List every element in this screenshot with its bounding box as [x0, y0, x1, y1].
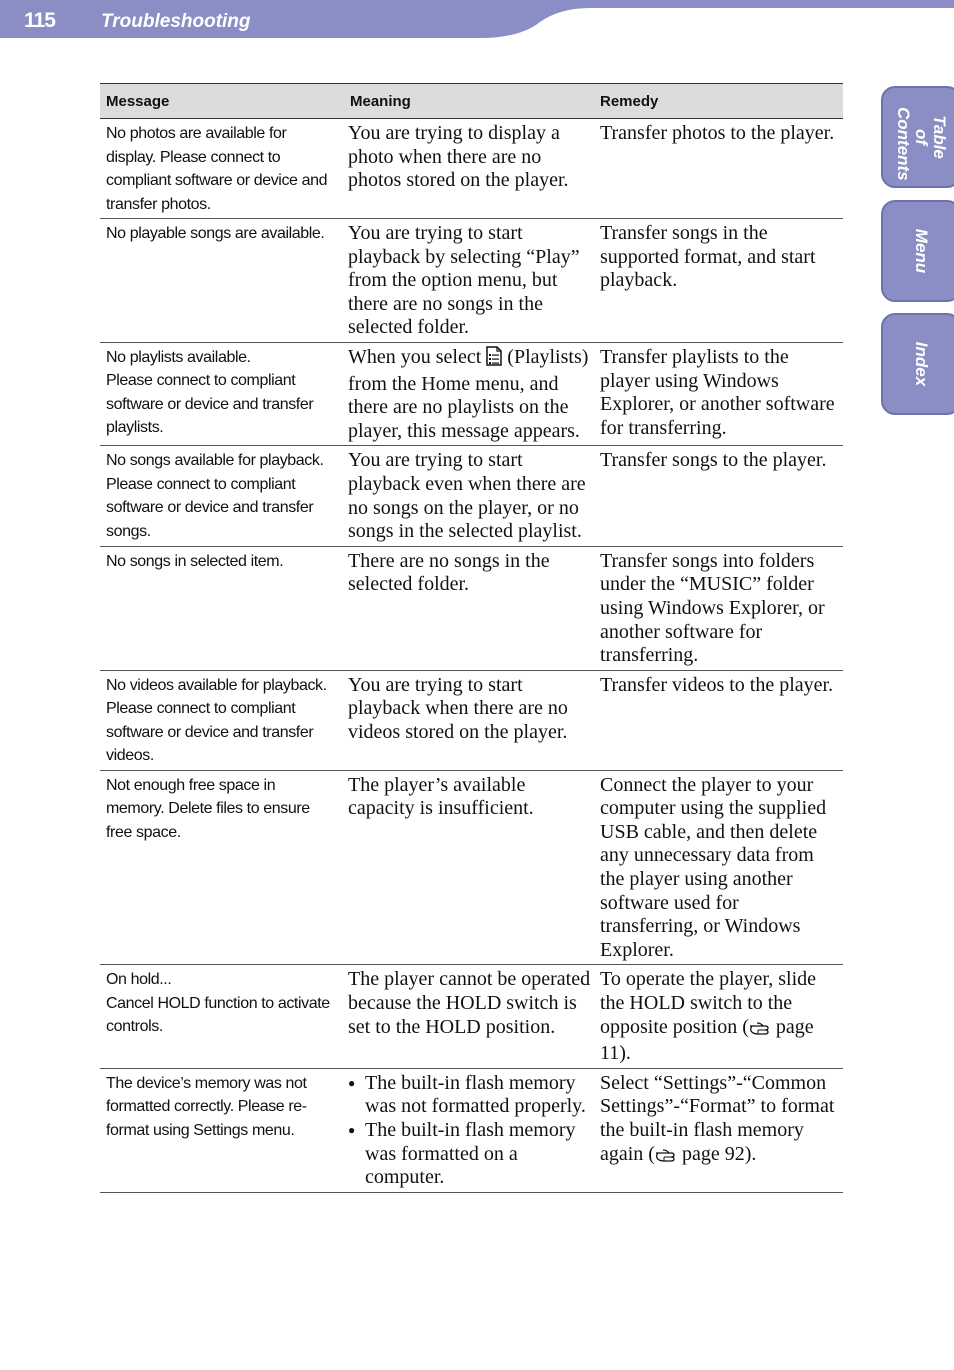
message-cell [100, 965, 344, 1068]
message-line: songs. [106, 522, 151, 540]
message-cell [100, 1068, 344, 1192]
remedy-cell: Transfer songs in the supported format, and start playback. [594, 219, 843, 343]
list-item: ● The built-in flash memory was formatted on a computer. [348, 1119, 592, 1190]
message-line: compliant software or device and [106, 172, 328, 189]
table-row [100, 965, 843, 1068]
message-line: format using Settings menu. [106, 1121, 295, 1139]
meaning-bullet-list [348, 1072, 592, 1190]
message-line: Please connect to compliant [106, 475, 296, 493]
header-message: Message [100, 84, 344, 119]
table-row [100, 119, 843, 219]
meaning-cell: The player cannot be operated because the HOLD switch is set to the HOLD position. [344, 965, 594, 1068]
message-line: memory. Delete files to ensure [106, 800, 310, 818]
message-cell [100, 119, 344, 219]
section-title: Troubleshooting [101, 11, 251, 32]
table-row [100, 1068, 843, 1192]
list-item: ● The built-in flash memory was not formatted properly. [348, 1072, 592, 1119]
meaning-cell: You are trying to display a photo when there are no photos stored on the player. [344, 119, 594, 219]
message-line: No playable songs are available. [106, 225, 325, 242]
table-row [100, 546, 843, 670]
message-line: controls. [106, 1018, 163, 1036]
reference-hand-icon[interactable] [749, 1019, 771, 1043]
remedy-cell [594, 965, 843, 1068]
remedy-cell: Transfer playlists to the player using Windows Explorer, or another software for transferring. [594, 342, 843, 445]
message-line: formatted correctly. Please re- [106, 1098, 307, 1116]
page-number: 115 [24, 9, 55, 32]
message-line: No songs in selected item. [106, 552, 284, 570]
message-line: transfer photos. [106, 195, 211, 213]
message-line: playlists. [106, 419, 164, 437]
table-row [100, 219, 843, 343]
message-line: No videos available for playback. [106, 676, 327, 694]
message-line: No songs available for playback. [106, 452, 324, 470]
message-line: No playlists available. [106, 348, 251, 366]
tab-menu-label: Menu [912, 228, 931, 274]
meaning-cell [344, 1068, 594, 1192]
tab-index-label: Index [912, 341, 931, 387]
remedy-cell: Transfer videos to the player. [594, 670, 843, 770]
remedy-text: page 92). [676, 1142, 757, 1165]
message-line: Please connect to compliant [106, 700, 296, 718]
meaning-cell: You are trying to start playback even when there are no songs on the player, or no songs in the selected playlist. [344, 446, 594, 546]
remedy-text: page 11). [600, 1015, 814, 1065]
table-row [100, 670, 843, 770]
message-line: The device’s memory was not [106, 1074, 307, 1092]
reference-hand-icon[interactable] [655, 1146, 677, 1170]
troubleshooting-table [100, 83, 843, 1193]
message-line: No photos are available for [106, 125, 287, 142]
table-header-row [100, 84, 843, 119]
remedy-cell [594, 1068, 843, 1192]
meaning-cell: The player’s available capacity is insufficient. [344, 770, 594, 965]
message-line: free space. [106, 823, 181, 841]
remedy-cell: Connect the player to your computer using the supplied USB cable, and then delete any unnecessary data from the player using another software used for transferring, or Windows Explorer. [594, 770, 843, 965]
message-line: Please connect to compliant [106, 372, 296, 390]
message-line: videos. [106, 747, 154, 765]
message-line: software or device and transfer [106, 395, 314, 413]
table-row [100, 342, 843, 445]
tab-table-of-contents[interactable] [881, 86, 954, 188]
tab-index[interactable] [881, 313, 954, 415]
table-row [100, 770, 843, 965]
message-line: Cancel HOLD function to activate [106, 994, 330, 1012]
header-remedy: Remedy [594, 84, 843, 119]
message-cell [100, 770, 344, 965]
message-cell [100, 219, 344, 343]
tab-menu[interactable] [881, 200, 954, 302]
remedy-cell: Transfer songs into folders under the “MUSIC” folder using Windows Explorer, or another software for transferring. [594, 546, 843, 670]
message-cell [100, 446, 344, 546]
message-line: On hold... [106, 971, 172, 989]
meaning-cell: You are trying to start playback by selecting “Play” from the option menu, but there are no songs in the selected folder. [344, 219, 594, 343]
message-line: software or device and transfer [106, 499, 314, 517]
message-line: display. Please connect to [106, 148, 281, 166]
meaning-cell: You are trying to start playback when there are no videos stored on the player. [344, 670, 594, 770]
remedy-cell: Transfer songs to the player. [594, 446, 843, 546]
remedy-text: Select “Settings”-“Common Settings”-“Format” to format the built-in flash memory again ( [600, 1071, 835, 1165]
page-header [0, 0, 954, 40]
meaning-cell: There are no songs in the selected folder. [344, 546, 594, 670]
message-cell [100, 546, 344, 670]
meaning-cell [344, 342, 594, 445]
meaning-text: (Playlists) from the Home menu, and there are no playlists on the player, this message appears. [348, 345, 589, 442]
meaning-text: When you select [348, 345, 482, 368]
remedy-text: To operate the player, slide the HOLD switch to the opposite position ( [600, 968, 817, 1038]
tab-table-of-contents-label: Table of Contents [894, 107, 949, 181]
table-row [100, 446, 843, 546]
message-cell [100, 670, 344, 770]
message-cell [100, 342, 344, 445]
playlist-icon [486, 346, 502, 373]
header-meaning: Meaning [344, 84, 594, 119]
message-line: software or device and transfer [106, 723, 314, 741]
remedy-cell: Transfer photos to the player. [594, 119, 843, 219]
message-line: Not enough free space in [106, 776, 276, 794]
